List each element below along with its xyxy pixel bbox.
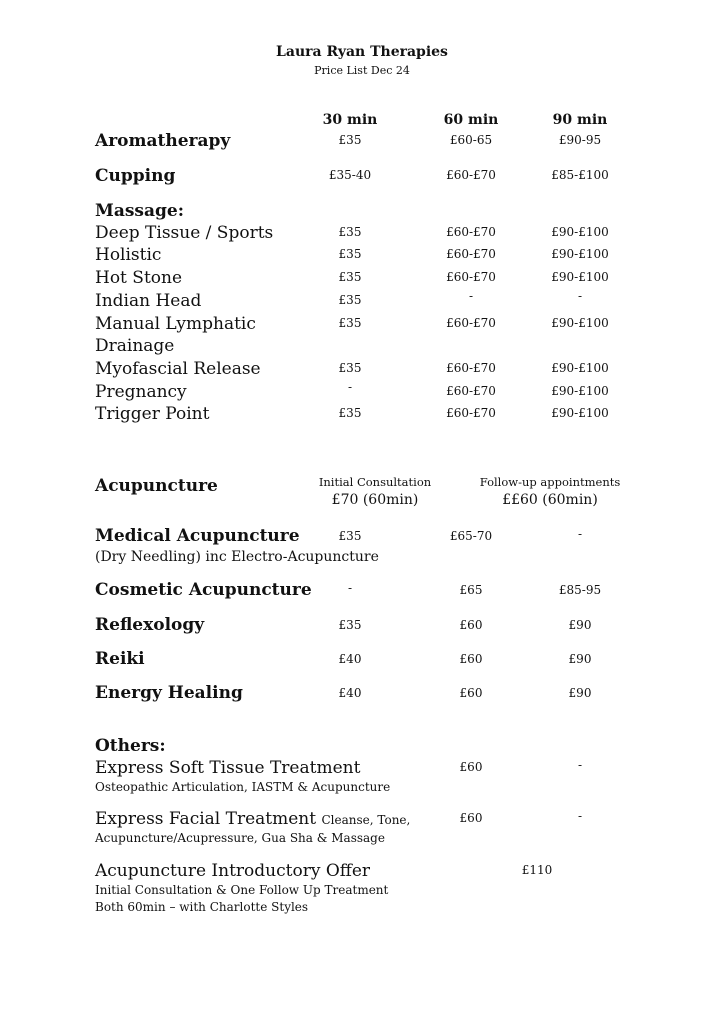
reflexology-label: Reflexology: [95, 615, 205, 635]
massage-price-60: -: [468, 289, 474, 303]
page-subtitle: Price List Dec 24: [314, 64, 410, 77]
facial-treatment-label: Express Facial Treatment: [95, 809, 317, 829]
cosmetic-acupuncture-label: Cosmetic Acupuncture: [95, 580, 312, 600]
massage-price-30: £35: [338, 361, 362, 375]
medical-acupuncture-description: (Dry Needling) inc Electro-Acupuncture: [95, 549, 379, 565]
massage-price-30: £35: [338, 293, 362, 307]
reiki-price-90: £90: [568, 652, 592, 666]
massage-price-30: £35: [338, 406, 362, 420]
soft-tissue-description: Osteopathic Articulation, IASTM & Acupuncture: [95, 780, 391, 794]
initial-consultation-label: Initial Consultation: [318, 475, 432, 489]
facial-treatment-row: [95, 809, 410, 829]
medical-acupuncture-price-60: £65-70: [449, 529, 493, 543]
cupping-price-60: £60-£70: [446, 168, 496, 182]
massage-item-label: Manual Lymphatic: [95, 314, 256, 334]
massage-heading: Massage:: [95, 201, 184, 221]
cosmetic-acupuncture-price-30: -: [347, 581, 353, 595]
column-header-90min: 90 min: [552, 112, 608, 128]
acupuncture-label: Acupuncture: [95, 476, 218, 496]
energy-healing-price-90: £90: [568, 686, 592, 700]
soft-tissue-label: Express Soft Tissue Treatment: [95, 758, 361, 778]
page-title: Laura Ryan Therapies: [276, 44, 448, 60]
massage-price-90: £90-£100: [551, 361, 609, 375]
massage-price-60: £60-£70: [446, 270, 496, 284]
soft-tissue-price-90: -: [577, 758, 583, 772]
facial-treatment-inline-description: Cleanse, Tone,: [321, 813, 411, 827]
massage-price-90: £90-£100: [551, 406, 609, 420]
energy-healing-label: Energy Healing: [95, 683, 243, 703]
reflexology-price-60: £60: [459, 618, 483, 632]
massage-price-90: £90-£100: [551, 384, 609, 398]
massage-price-90: £90-£100: [551, 225, 609, 239]
column-header-60min: 60 min: [443, 112, 499, 128]
cosmetic-acupuncture-price-90: £85-95: [558, 583, 602, 597]
massage-item-label: Trigger Point: [95, 404, 210, 424]
others-heading: Others:: [95, 736, 166, 756]
followup-appointments-price: ££60 (60min): [502, 492, 598, 508]
massage-item-label-continued: Drainage: [95, 336, 175, 356]
massage-price-60: £60-£70: [446, 225, 496, 239]
intro-offer-price: £110: [521, 863, 553, 877]
massage-price-60: £60-£70: [446, 384, 496, 398]
massage-price-60: £60-£70: [446, 406, 496, 420]
medical-acupuncture-price-90: -: [577, 527, 583, 541]
reiki-price-30: £40: [338, 652, 362, 666]
massage-price-30: £35: [338, 316, 362, 330]
massage-price-30: £35: [338, 270, 362, 284]
reiki-price-60: £60: [459, 652, 483, 666]
massage-item-label: Deep Tissue / Sports: [95, 223, 274, 243]
reflexology-price-90: £90: [568, 618, 592, 632]
massage-price-30: £35: [338, 247, 362, 261]
massage-price-60: £60-£70: [446, 247, 496, 261]
massage-item-label: Indian Head: [95, 291, 202, 311]
reiki-label: Reiki: [95, 649, 145, 669]
massage-price-90: £90-£100: [551, 247, 609, 261]
massage-price-60: £60-£70: [446, 361, 496, 375]
aromatherapy-price-60: £60-65: [449, 133, 493, 147]
facial-treatment-price-60: £60: [459, 811, 483, 825]
facial-treatment-price-90: -: [577, 809, 583, 823]
aromatherapy-price-90: £90-95: [558, 133, 602, 147]
massage-item-label: Holistic: [95, 245, 162, 265]
massage-price-30: -: [347, 380, 353, 394]
massage-price-90: £90-£100: [551, 316, 609, 330]
aromatherapy-label: Aromatherapy: [95, 131, 231, 151]
initial-consultation-price: £70 (60min): [331, 492, 419, 508]
massage-item-label: Hot Stone: [95, 268, 183, 288]
aromatherapy-price-30: £35: [338, 133, 362, 147]
massage-price-30: £35: [338, 225, 362, 239]
facial-treatment-description: Acupuncture/Acupressure, Gua Sha & Massage: [95, 831, 385, 845]
massage-price-90: -: [577, 289, 583, 303]
energy-healing-price-30: £40: [338, 686, 362, 700]
column-header-30min: 30 min: [322, 112, 378, 128]
intro-offer-description-2: Both 60min – with Charlotte Styles: [95, 900, 309, 914]
followup-appointments-label: Follow-up appointments: [479, 475, 621, 489]
massage-price-90: £90-£100: [551, 270, 609, 284]
cosmetic-acupuncture-price-60: £65: [459, 583, 483, 597]
intro-offer-label: Acupuncture Introductory Offer: [95, 861, 371, 881]
cupping-price-30: £35-40: [328, 168, 372, 182]
cupping-price-90: £85-£100: [551, 168, 609, 182]
cupping-label: Cupping: [95, 166, 176, 186]
massage-price-60: £60-£70: [446, 316, 496, 330]
intro-offer-description-1: Initial Consultation & One Follow Up Treatment: [95, 883, 389, 897]
energy-healing-price-60: £60: [459, 686, 483, 700]
reflexology-price-30: £35: [338, 618, 362, 632]
massage-item-label: Pregnancy: [95, 382, 187, 402]
medical-acupuncture-label: Medical Acupuncture: [95, 526, 300, 546]
soft-tissue-price-60: £60: [459, 760, 483, 774]
medical-acupuncture-price-30: £35: [338, 529, 362, 543]
massage-item-label: Myofascial Release: [95, 359, 261, 379]
